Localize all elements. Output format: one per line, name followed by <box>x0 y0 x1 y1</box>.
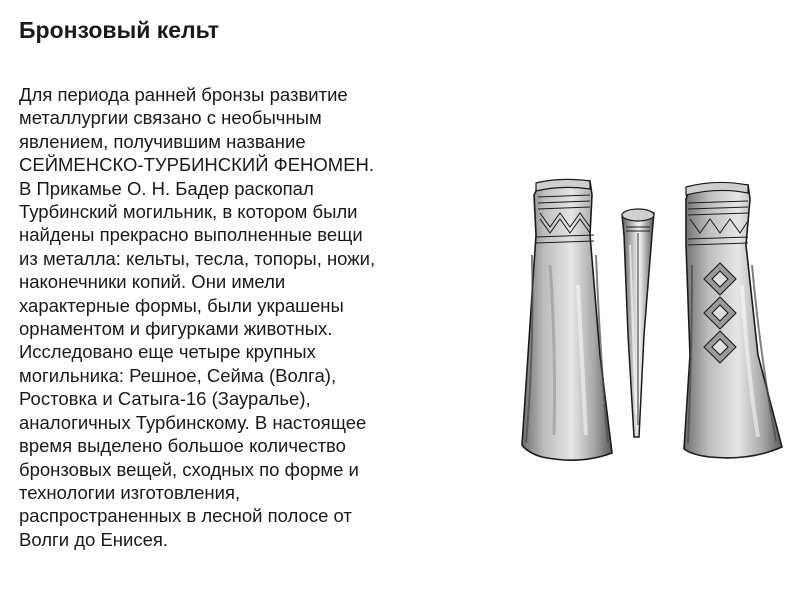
body-line: Исследовано еще четыре крупных <box>19 341 316 363</box>
body-line: технологии изготовления, <box>19 481 241 503</box>
body-line: могильника: Решное, Сейма (Волга), <box>19 364 337 386</box>
body-line: Турбинский могильник, в котором были <box>19 201 358 223</box>
celt-right <box>684 182 782 457</box>
celt-right-diamond-ornament <box>704 263 736 363</box>
body-line: СЕЙМЕНСКО-ТУРБИНСКИЙ ФЕНОМЕН. <box>19 154 375 176</box>
body-line: орнаментом и фигурками животных. <box>19 318 333 340</box>
slide-body-text <box>19 83 499 551</box>
body-line: Волги до Енисея. <box>19 528 169 550</box>
body-line: время выделено большое количество <box>19 435 346 457</box>
bronze-artifacts-illustration <box>520 175 785 465</box>
body-line: В Прикамье О. Н. Бадер раскопал <box>19 177 314 199</box>
body-line: аналогичных Турбинскому. В настоящее <box>19 411 367 433</box>
celt-left <box>522 179 612 460</box>
body-line: характерные формы, были украшены <box>19 294 344 316</box>
body-line: распространенных в лесной полосе от <box>19 505 352 527</box>
body-line: бронзовых вещей, сходных по форме и <box>19 458 359 480</box>
body-line: Ростовка и Сатыга-16 (Зауралье), <box>19 388 311 410</box>
slide-title: Бронзовый кельт <box>19 17 220 43</box>
body-line: из металла: кельты, тесла, топоры, ножи, <box>19 247 376 269</box>
body-line: наконечники копий. Они имели <box>19 271 286 293</box>
spearhead-center <box>622 209 654 437</box>
body-line: явлением, получившим название <box>19 130 306 152</box>
body-line: Для периода ранней бронзы развитие <box>19 84 348 105</box>
spearhead-socket <box>622 209 654 221</box>
body-line: найдены прекрасно выполненные вещи <box>19 224 363 246</box>
body-line: металлургии связано с необычным <box>19 107 322 129</box>
celt-right-body <box>684 185 782 458</box>
